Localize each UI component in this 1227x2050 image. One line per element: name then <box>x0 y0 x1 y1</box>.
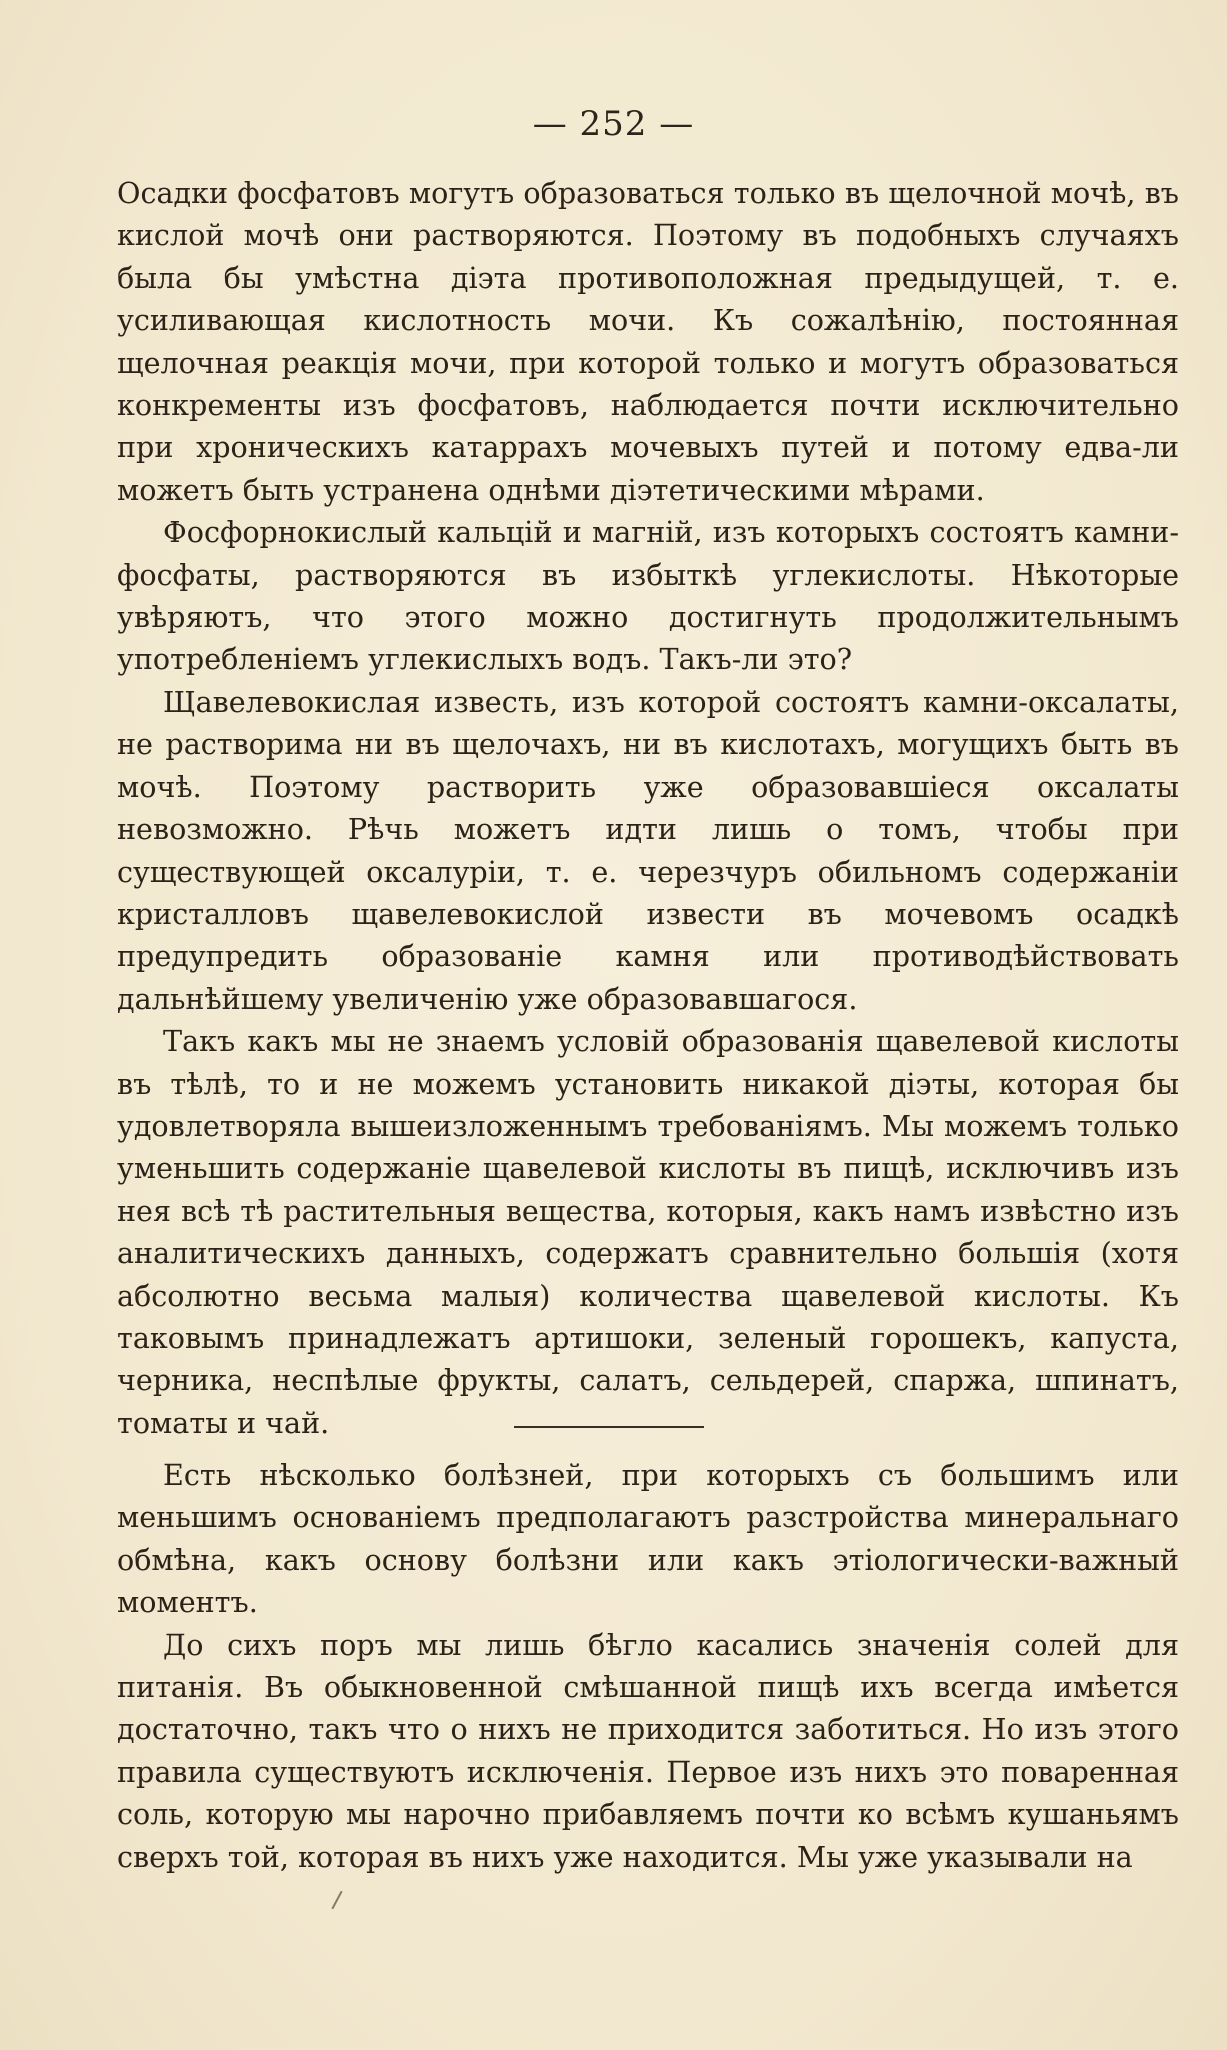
paragraph-oxalic-acid-diet: Такъ какъ мы не знаемъ условій образованія щавелевой кислоты въ тѣлѣ, то и не можемъ установить никакой діэты, которая бы удовлетворяла вышеизложеннымъ требованіямъ. Мы можемъ только уменьшить содержаніе щавелевой кислоты въ пищѣ, исключивъ изъ нея всѣ тѣ растительныя вещества, которыя, какъ намъ извѣстно изъ аналитическихъ данныхъ, содержатъ сравнительно большія (хотя абсолютно весьма малыя) количества щавелевой кислоты. Къ таковымъ принадлежатъ артишоки, зеленый горошекъ, капуста, черника, неспѣлые фрукты, салатъ, сельдерей, спаржа, шпинатъ, томаты и чай. <box>117 1024 1179 1440</box>
paragraph-phosphate-stones: Фосфорнокислый кальцій и магній, изъ которыхъ состоятъ камни-фосфаты, растворяются въ избыткѣ углекислоты. Нѣкоторые увѣряютъ, что этого можно достигнуть продолжительнымъ употребленіемъ углекислыхъ водъ. Такъ-ли это? <box>117 515 1179 677</box>
main-text-top <box>117 172 1179 1444</box>
paragraph-oxalate-stones: Щавелевокислая известь, изъ которой состоятъ камни-оксалаты, не растворима ни въ щелочахъ, ни въ кислотахъ, могущихъ быть въ мочѣ. Поэтому растворить уже образовавшіеся оксалаты невозможно. Рѣчь можетъ идти лишь о томъ, чтобы при существующей оксалуріи, т. е. черезчуръ обильномъ содержаніи кристалловъ щавелевокислой извести въ мочевомъ осадкѣ предупредить образованіе камня или противодѣйствовать дальнѣйшему увеличенію уже образовавшагося. <box>117 684 1179 1016</box>
section-separator <box>514 1426 704 1428</box>
page-number: — 252 — <box>532 104 695 144</box>
main-text-bottom <box>117 1454 1179 1878</box>
paragraph-mineral-metabolism: Есть нѣсколько болѣзней, при которыхъ съ большимъ или меньшимъ основаніемъ предполагаютъ разстройства минеральнаго обмѣна, какъ основу болѣзни или какъ этіологически-важный моментъ. <box>117 1458 1179 1620</box>
paragraph-salts-nutrition: До сихъ поръ мы лишь бѣгло касались значенія солей для питанія. Въ обыкновенной смѣшанной пищѣ ихъ всегда имѣется достаточно, такъ что о нихъ не приходится заботиться. Но изъ этого правила существуютъ исключенія. Первое изъ нихъ это поваренная соль, которую мы нарочно прибавляемъ почти ко всѣмъ кушаньямъ сверхъ той, которая въ нихъ уже находится. Мы уже указывали на <box>117 1627 1179 1874</box>
ink-mark <box>331 1891 342 1910</box>
paragraph-phosphates: Осадки фосфатовъ могутъ образоваться только въ щелочной мочѣ, въ кислой мочѣ они растворяются. Поэтому въ подобныхъ случаяхъ была бы умѣстна діэта противоположная предыдущей, т. е. усиливающая кислотность мочи. Къ сожалѣнію, постоянная щелочная реакція мочи, при которой только и могутъ образоваться конкременты изъ фосфатовъ, наблюдается почти исключительно при хроническихъ катаррахъ мочевыхъ путей и потому едва-ли можетъ быть устранена однѣми діэтетическими мѣрами. <box>117 176 1179 507</box>
